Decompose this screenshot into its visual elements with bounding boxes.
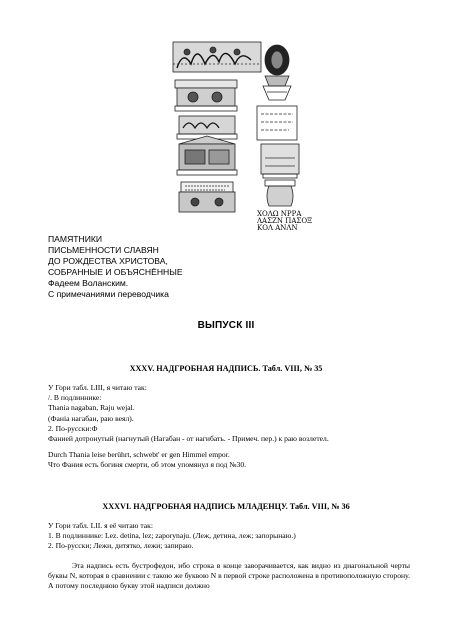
header-line: Фадеем Воланским.: [48, 278, 129, 288]
sarcophagus-2: [179, 116, 235, 134]
section-35-body: [48, 383, 410, 471]
section-36-paragraph: Эта надпись есть бустрофедон, ибо строка в конце заворачивается, как видно из диагональной черты буквы N, которая в сравнении с такою же буквою N в первой строке расположена в противоположную сторону. А потому последнюю букву этой надписи должно: [48, 560, 410, 591]
plate-inscription-2: ΛΑΣΖΝ ΠΑΣΟΞ: [257, 217, 313, 225]
text-line: 1. В подлиннике: Lez. detina, lez; zaporynaju. (Леж, детина, леж; запорынаю.): [48, 531, 296, 541]
header-line: С примечаниями переводчика: [48, 289, 169, 299]
header-line: ПАМЯТНИКИ: [48, 234, 103, 244]
text-line: У Гори табл. LII. я её читаю так:: [48, 521, 153, 530]
sarcophagus-1: [177, 88, 235, 106]
inscribed-slab: [257, 106, 297, 140]
text-line: Фанией дотронутый (нагнутый (Нагабан - от нагибать. - Примеч. пер.) к раю возлетел.: [48, 434, 329, 444]
text-line: У Гори табл. LIII, я читаю так:: [48, 383, 147, 392]
illustration-plate: [165, 40, 315, 230]
header-line: ПИСЬМЕННОСТИ СЛАВЯН: [48, 245, 159, 255]
header-line: ДО РОЖДЕСТВА ХРИСТОВА,: [48, 256, 168, 266]
text-line: Что Фания есть богиня смерти, об этом упомянул я под №30.: [48, 460, 247, 470]
section-36-body: [48, 521, 410, 591]
urn-box: [261, 144, 299, 174]
text-line: (Фаніа нагабан, раю веял).: [48, 413, 134, 423]
text-line: /. В подлиннике:: [48, 393, 102, 403]
text-line: 2. По-русски:Ф: [48, 423, 98, 433]
text-line: Durch Thania leise berührt, schwebt' er gen Himmel empor.: [48, 450, 230, 460]
text-line: 2. По-русски; Лежи, дитятко, лежи; запираю.: [48, 541, 194, 551]
header-line: СОБРАННЫЕ И ОБЪЯСНЁННЫЕ: [48, 267, 183, 277]
release-title: ВЫПУСК III: [197, 320, 255, 331]
section-35-title: XXXV. НАДГРОБНАЯ НАДПИСЬ. Табл. VIII, № 35: [129, 364, 323, 373]
document-header: [48, 234, 408, 300]
plate-inscription-1: ΧΟΛΩ ΝΡΡΑ: [257, 210, 302, 218]
text-line: Thania nagaban, Raju wejal.: [48, 403, 135, 413]
sarcophagus-4: [179, 192, 235, 212]
plate-inscription-3: ΚΟΛ ΑΝΛΝ: [257, 224, 298, 230]
section-36-title: XXXVI. НАДГРОБНАЯ НАДПИСЬ МЛАДЕНЦУ. Табл. VIII, № 36: [102, 502, 350, 511]
tomb-monuments-illustration: [165, 40, 315, 230]
